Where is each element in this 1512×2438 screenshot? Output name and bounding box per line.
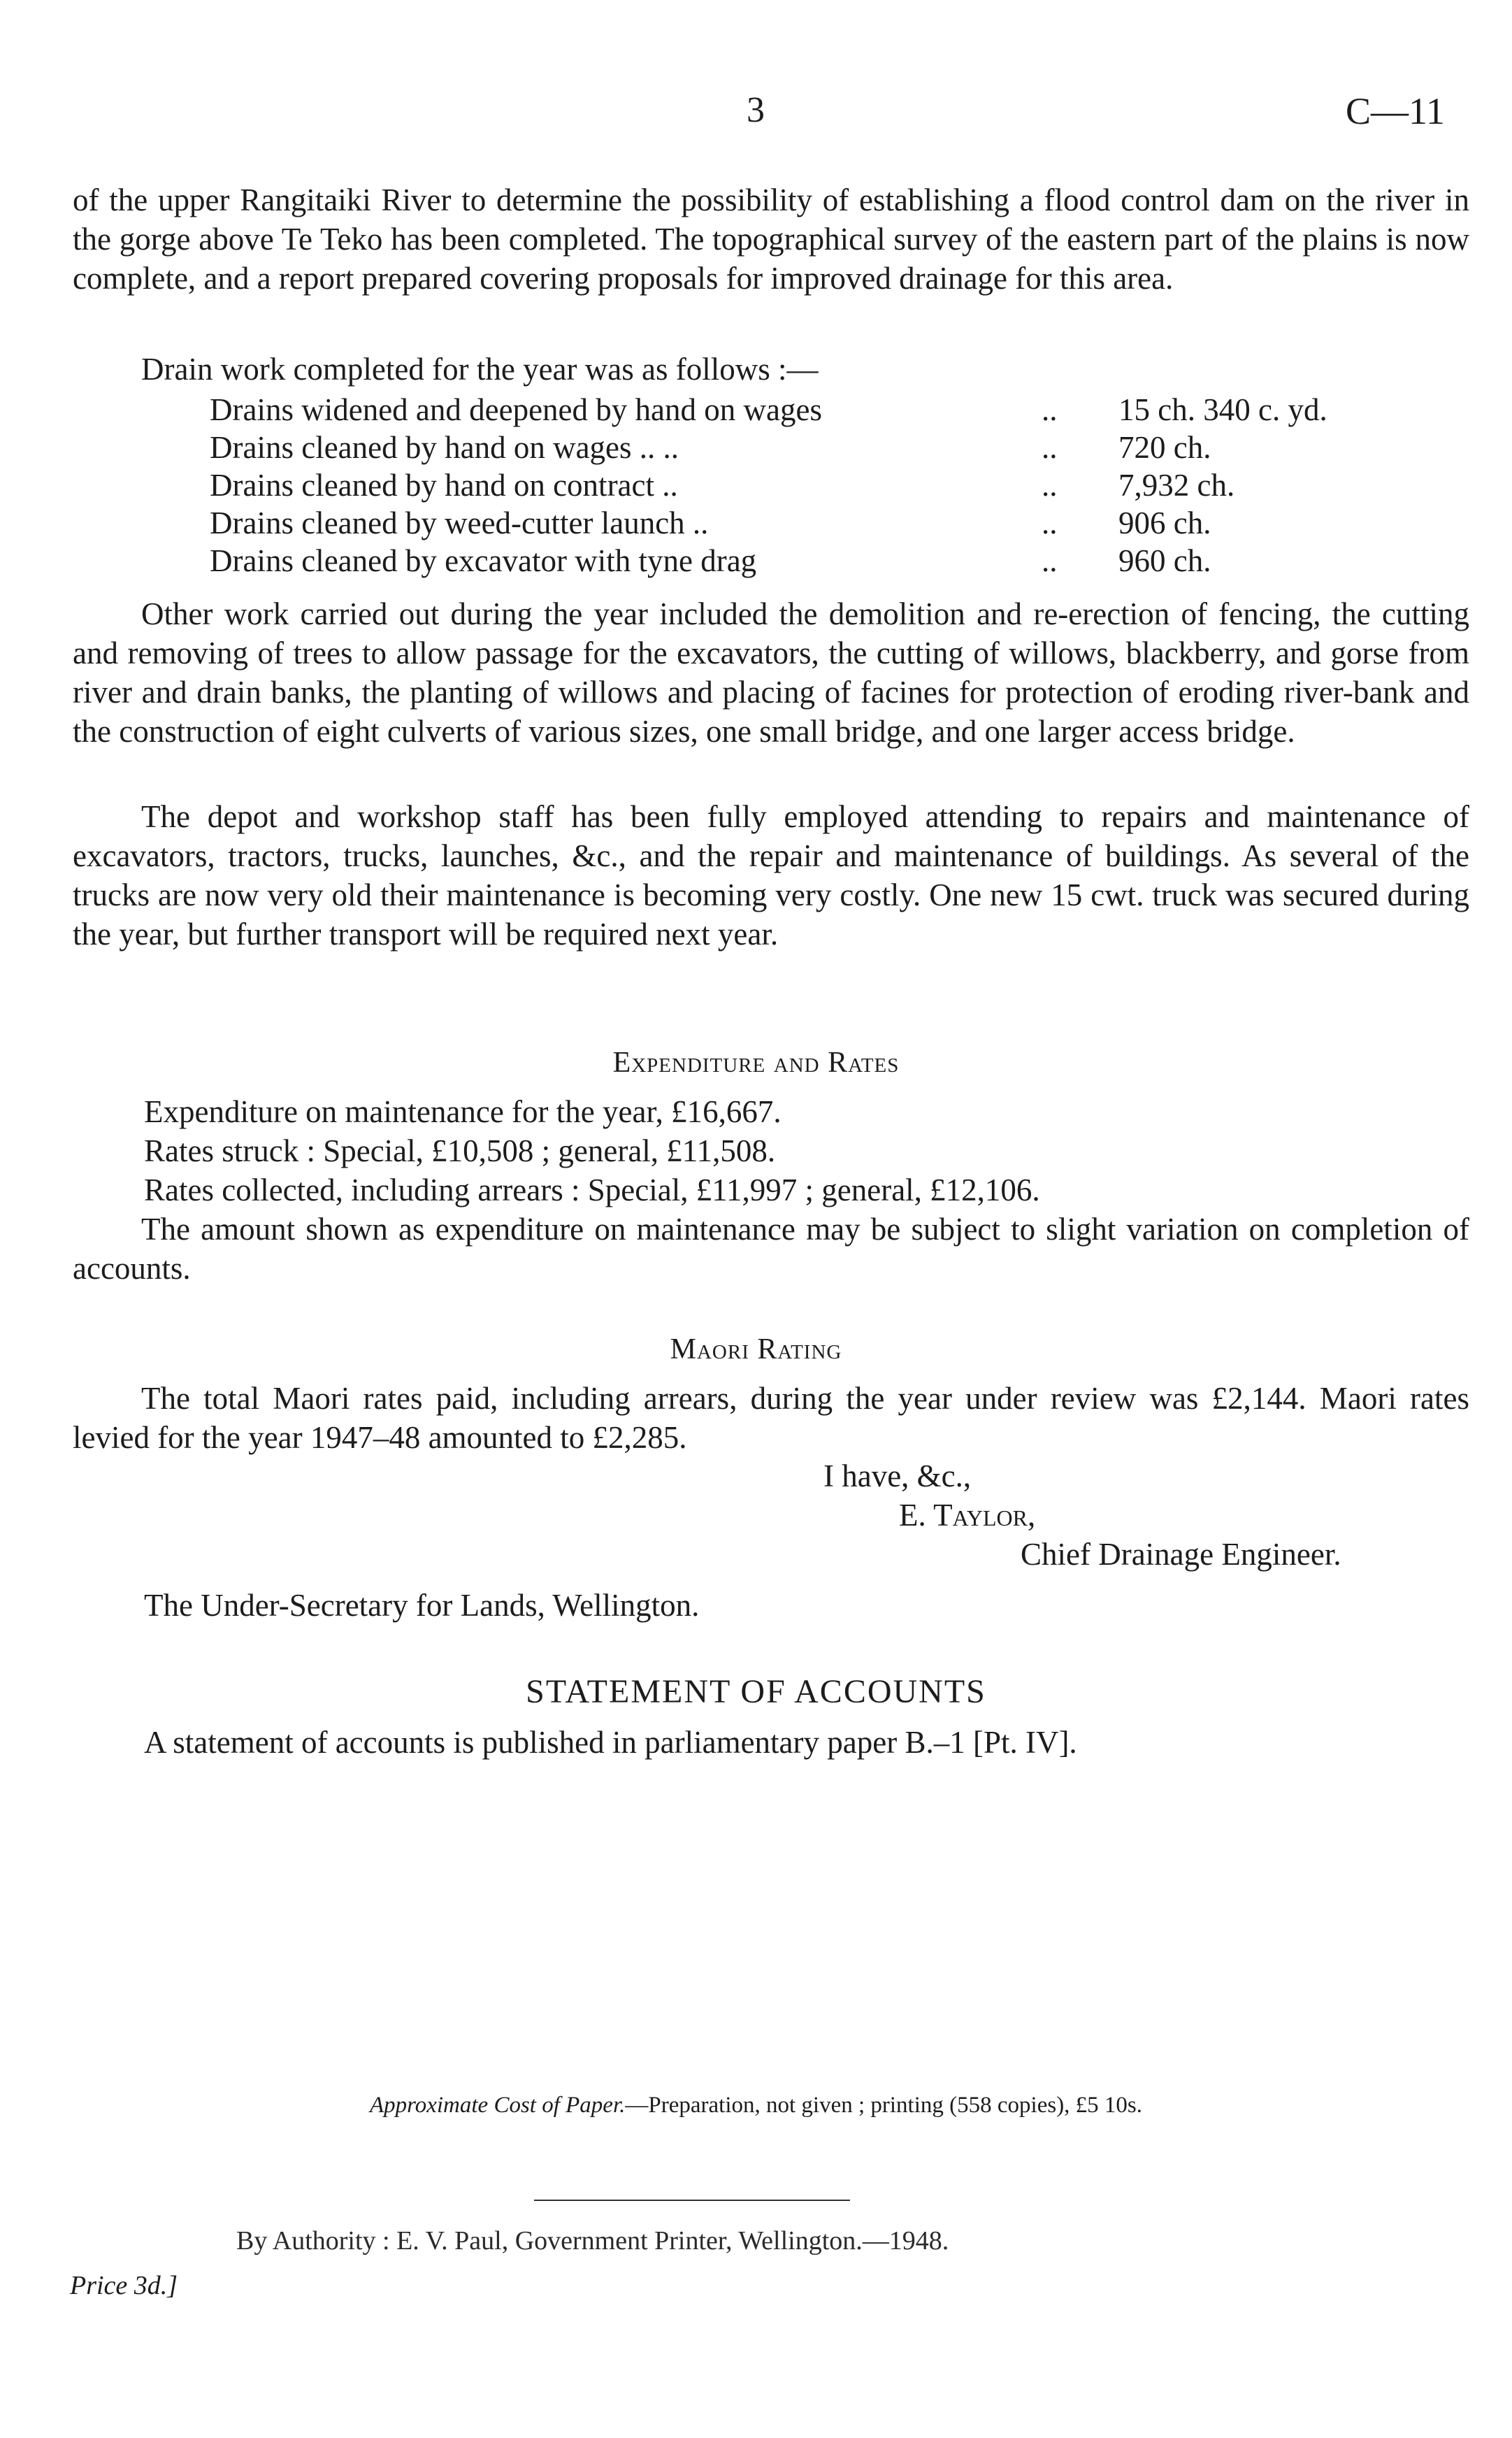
maori-rating-heading: Maori Rating <box>670 1333 842 1365</box>
drain-work-leader: .. <box>1042 468 1058 503</box>
drain-work-intro: Drain work completed for the year was as follows :— <box>141 352 819 387</box>
addressee: The Under-Secretary for Lands, Wellington. <box>144 1588 700 1623</box>
drain-work-label: Drains widened and deepened by hand on wages <box>210 392 822 427</box>
document-code: C—11 <box>1346 90 1446 132</box>
drain-work-row <box>210 428 1482 467</box>
intro-paragraph: of the upper Rangitaiki River to determine the possibility of establishing a flood control dam on the river in the gorge above Te Teko has been completed. The topographical survey of the eastern part of the plains is now complete, and a report prepared covering proposals for improved drainage for this area. <box>73 182 1469 296</box>
drain-work-leader: .. <box>1042 392 1058 427</box>
statement-heading: STATEMENT OF ACCOUNTS <box>526 1673 986 1710</box>
cost-text: —Preparation, not given ; printing (558 copies), £5 10s. <box>625 2093 1143 2118</box>
expenditure-line: Expenditure on maintenance for the year, £16,667. <box>144 1094 782 1129</box>
rates-collected-line: Rates collected, including arrears : Special, £11,997 ; general, £12,106. <box>144 1173 1040 1207</box>
drain-work-leader: .. <box>1042 505 1058 540</box>
drain-work-quantity: 720 ch. <box>1118 430 1211 465</box>
drain-work-quantity: 15 ch. 340 c. yd. <box>1118 392 1327 427</box>
depot-paragraph: The depot and workshop staff has been fully employed attending to repairs and maintenance of excavators, tractors, trucks, launches, &c., and the repair and maintenance of buildings. As several of the trucks are now very old their maintenance is becoming very costly. One new 15 cwt. truck was secured during the year, but further transport will be required next year. <box>73 799 1469 952</box>
rates-struck-line: Rates struck : Special, £10,508 ; general, £11,508. <box>144 1133 776 1168</box>
footer-divider <box>534 2200 850 2201</box>
closing-line: I have, &c., <box>823 1458 972 1493</box>
signatory-name: E. Taylor, <box>899 1498 1036 1533</box>
drain-work-label: Drains cleaned by weed-cutter launch .. <box>210 505 709 540</box>
drain-work-row <box>210 541 1482 580</box>
cost-label: Approximate Cost of Paper. <box>369 2093 626 2118</box>
drain-work-quantity: 7,932 ch. <box>1118 468 1235 503</box>
drain-work-quantity: 960 ch. <box>1118 543 1211 578</box>
cost-of-paper <box>0 2090 1512 2121</box>
drain-work-row <box>210 503 1482 543</box>
drain-work-leader: .. <box>1042 543 1058 578</box>
page-number: 3 <box>747 90 765 130</box>
drain-work-label: Drains cleaned by hand on contract .. <box>210 468 678 503</box>
drain-work-quantity: 906 ch. <box>1118 505 1211 540</box>
drain-work-row <box>210 390 1482 429</box>
expenditure-heading: Expenditure and Rates <box>612 1047 900 1079</box>
drain-work-row <box>210 466 1482 505</box>
drain-work-label: Drains cleaned by excavator with tyne drag <box>210 543 757 578</box>
statement-text: A statement of accounts is published in parliamentary paper B.–1 [Pt. IV]. <box>144 1725 1077 1760</box>
other-work-paragraph: Other work carried out during the year included the demolition and re-erection of fencing, the cutting and removing of trees to allow passage for the excavators, the cutting of willows, blackberry, and gorse from river and drain banks, the planting of willows and placing of facines for protection of eroding river-bank and the construction of eight culverts of various sizes, one small bridge, and one larger access bridge. <box>73 596 1469 749</box>
drain-work-leader: .. <box>1042 430 1058 465</box>
signatory-title: Chief Drainage Engineer. <box>1021 1537 1341 1572</box>
drain-work-label: Drains cleaned by hand on wages .. .. <box>210 430 679 465</box>
price-note: Price 3d.] <box>70 2271 178 2300</box>
maori-rating-paragraph: The total Maori rates paid, including arrears, during the year under review was £2,144. Maori rates levied for the year 1947–48 amounted to £2,285. <box>73 1381 1469 1455</box>
expenditure-note: The amount shown as expenditure on maintenance may be subject to slight variation on completion of accounts. <box>73 1212 1469 1286</box>
printer-authority: By Authority : E. V. Paul, Government Printer, Wellington.—1948. <box>236 2226 949 2256</box>
